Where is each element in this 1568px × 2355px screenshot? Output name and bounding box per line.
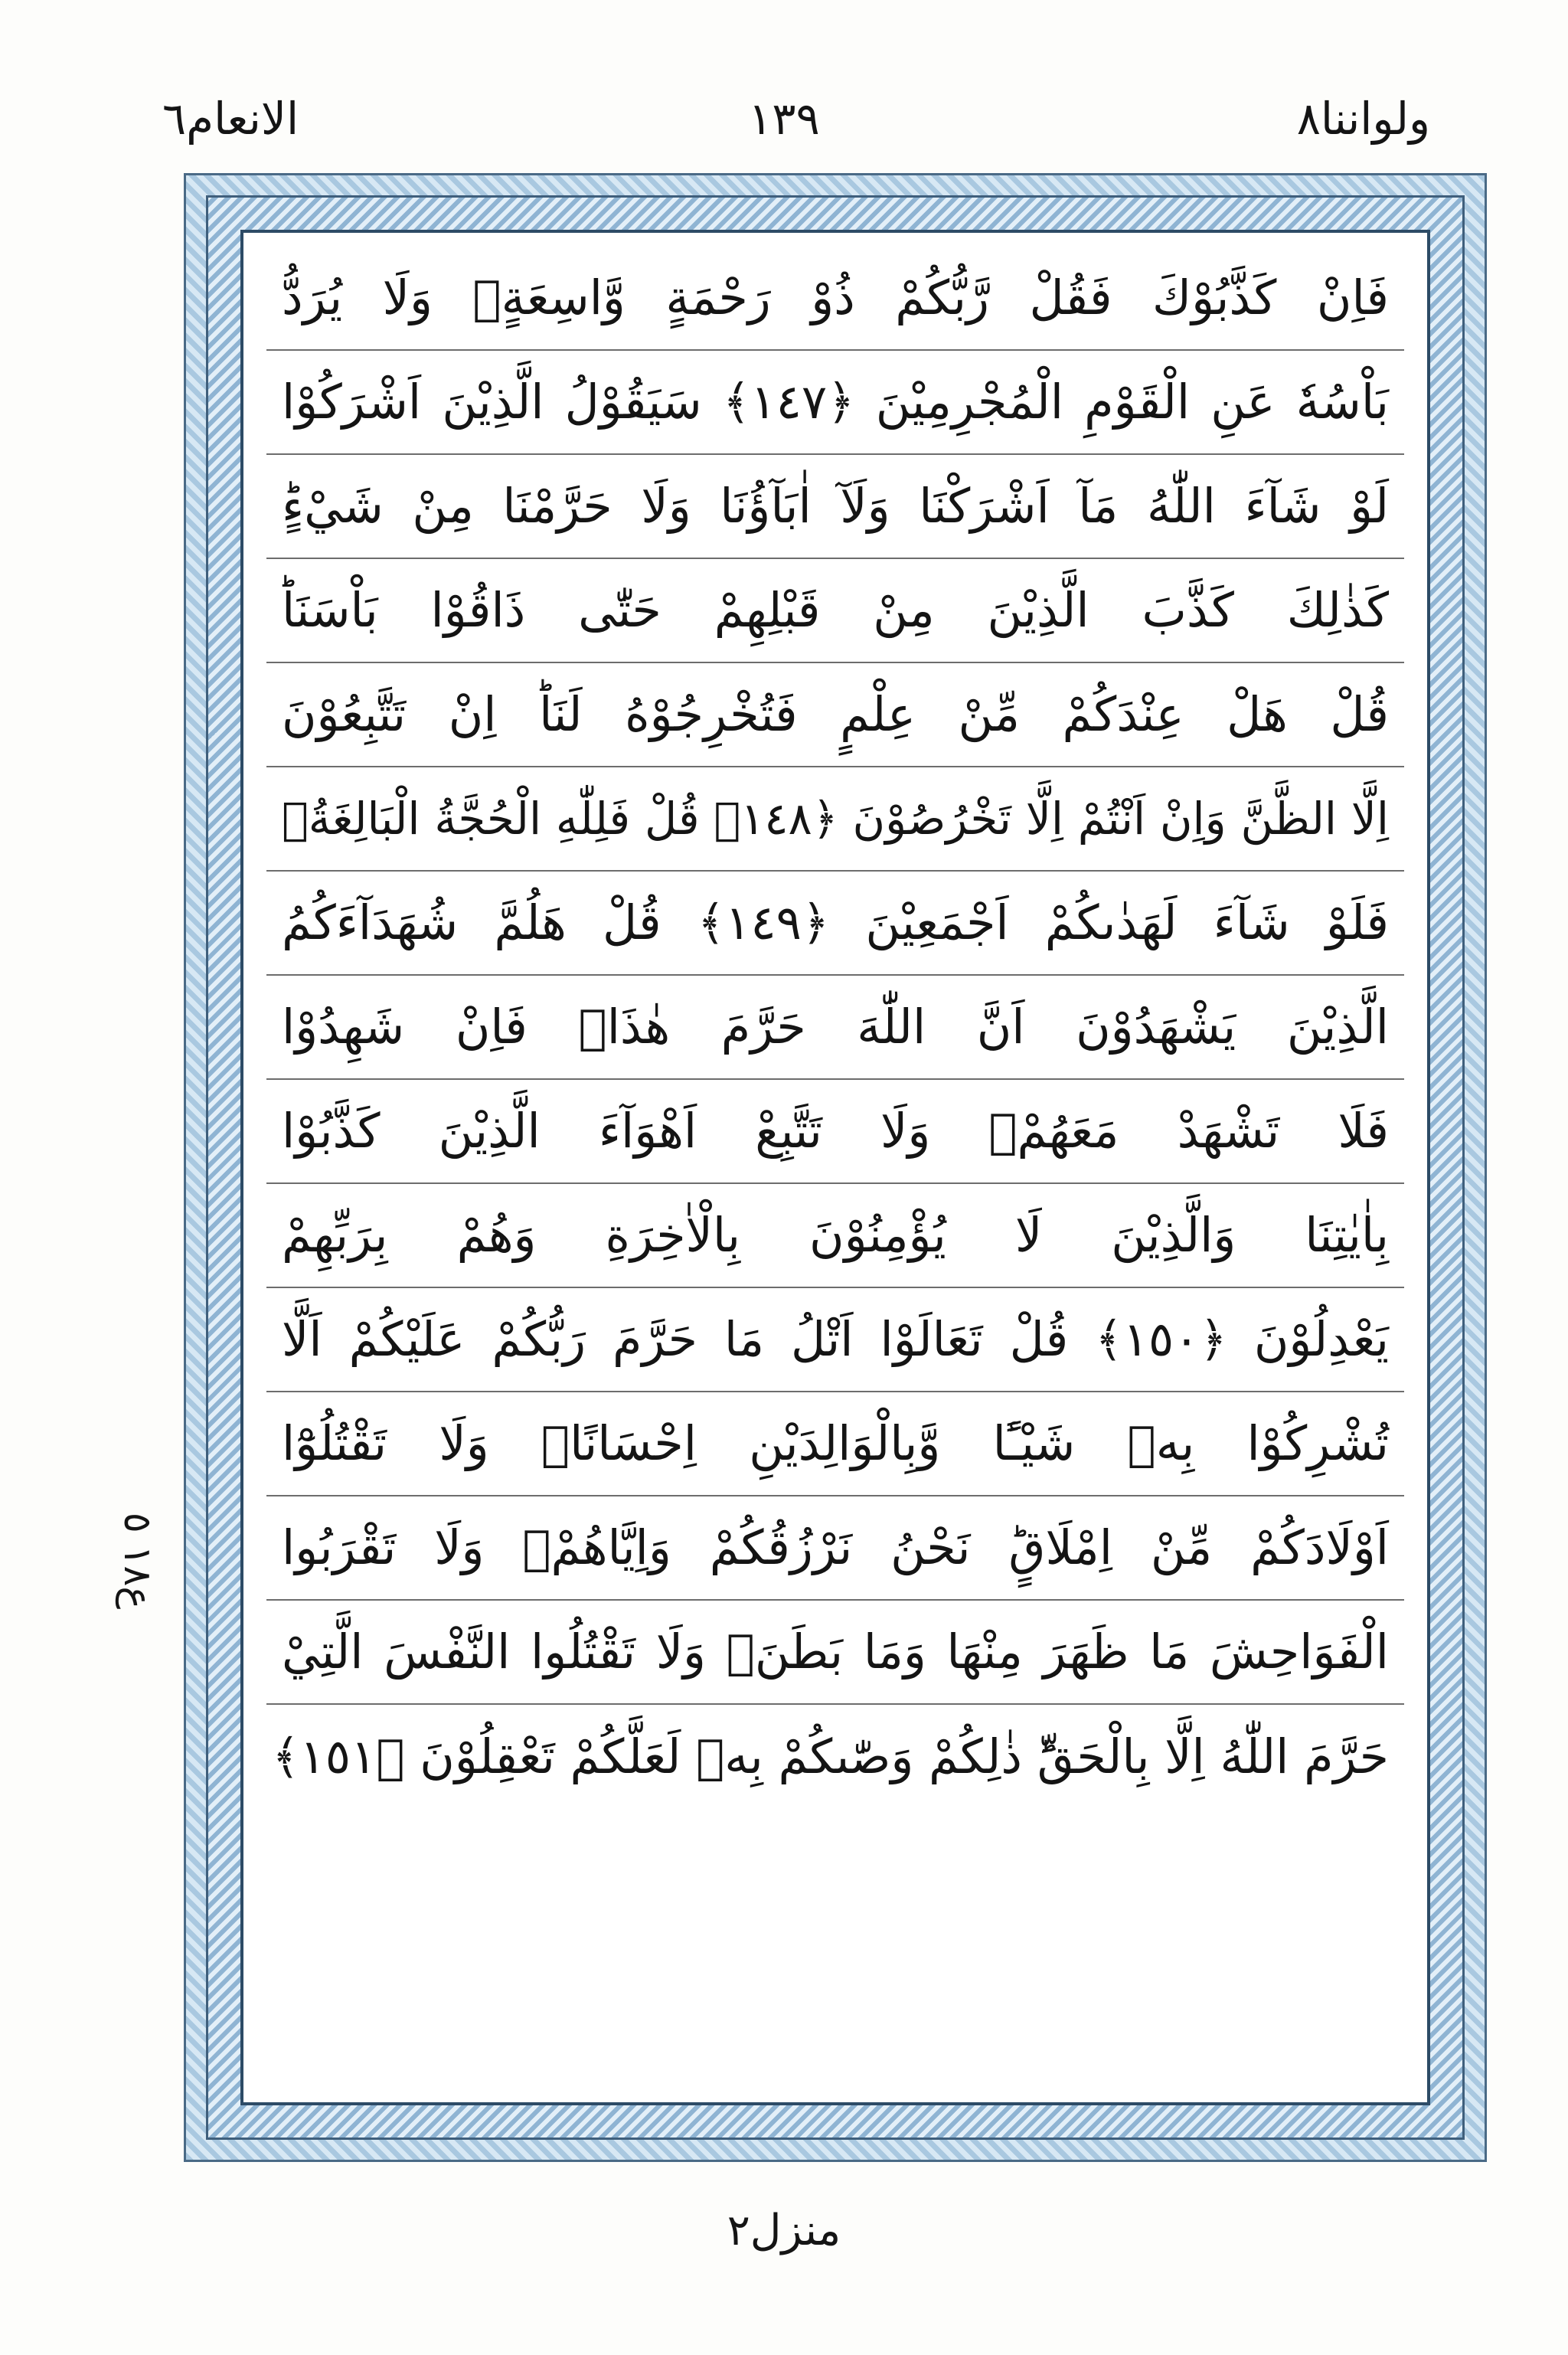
verse-line [266,455,1404,559]
ruku-marker [115,1492,161,1630]
verse-line-text: بِاٰيٰتِنَا وَالَّذِيْنَ لَا يُؤْمِنُوْنَ بِالْاٰخِرَةِ وَهُمْ بِرَبِّهِمْ [282,1207,1389,1264]
page-number: ١٣٩ [748,93,820,145]
verse-line-text: لَوْ شَآءَ اللّٰهُ مَآ اَشْرَكْنَا وَلَآ اٰبَآؤُنَا وَلَا حَرَّمْنَا مِنْ شَيْءٍؕ [282,478,1389,535]
verse-line [266,1601,1404,1705]
verse-line-text: اِلَّا الظَّنَّ وَاِنْ اَنْتُمْ اِلَّا تَخْرُصُوْنَ ﴿١٤٨﴾ قُلْ فَلِلّٰهِ الْحُجَّةُ الْبَالِغَةُۚ [282,792,1389,845]
verse-line-text: تُشْرِكُوْا بِهٖ شَيْـًٔا وَّبِالْوَالِدَيْنِ اِحْسَانًاۚ وَلَا تَقْتُلُوْٓا [282,1415,1389,1472]
verse-line-text: فَلَا تَشْهَدْ مَعَهُمْۚ وَلَا تَتَّبِعْ اَهْوَآءَ الَّذِيْنَ كَذَّبُوْا [282,1103,1389,1160]
juz-name: ولواننا٨ [1296,93,1430,145]
verse-line [266,1184,1404,1288]
verse-line-text: حَرَّمَ اللّٰهُ اِلَّا بِالْحَقِّؕ ذٰلِكُمْ وَصّٰىكُمْ بِهٖ لَعَلَّكُمْ تَعْقِلُوْنَ ﴿١٥١﴾ [272,1729,1389,1785]
ornamental-border-outer [184,173,1487,2162]
verse-line [266,872,1404,976]
verse-line [266,663,1404,767]
verse-line [266,351,1404,455]
verse-line-text: يَعْدِلُوْنَ ﴿١٥٠﴾ قُلْ تَعَالَوْا اَتْلُ مَا حَرَّمَ رَبُّكُمْ عَلَيْكُمْ اَلَّا [282,1311,1389,1368]
text-panel [240,230,1430,2105]
verse-line-text: بَاْسُهٗ عَنِ الْقَوْمِ الْمُجْرِمِيْنَ ﴿١٤٧﴾ سَيَقُوْلُ الَّذِيْنَ اَشْرَكُوْا [282,374,1389,430]
verse-line [266,559,1404,663]
verse-line [266,1288,1404,1392]
verse-line [266,1392,1404,1496]
verse-line [266,976,1404,1080]
ruku-marker-text: ع١٨ ٥ [116,1512,161,1610]
verse-line [266,247,1404,351]
page-header [0,0,1568,184]
verse-line [266,1705,1404,1809]
verse-line-text: فَاِنْ كَذَّبُوْكَ فَقُلْ رَّبُّكُمْ ذُوْ رَحْمَةٍ وَّاسِعَةٍۚ وَلَا يُرَدُّ [282,270,1389,326]
verse-line [266,1080,1404,1184]
verse-line [266,767,1404,872]
verse-line [266,1496,1404,1601]
verse-line-text: قُلْ هَلْ عِنْدَكُمْ مِّنْ عِلْمٍ فَتُخْرِجُوْهُ لَنَاؕ اِنْ تَتَّبِعُوْنَ [282,686,1389,743]
surah-name: الانعام٦ [162,93,299,145]
ornamental-border-inner [206,195,1465,2140]
verse-line-text: فَلَوْ شَآءَ لَهَدٰىكُمْ اَجْمَعِيْنَ ﴿١٤٩﴾ قُلْ هَلُمَّ شُهَدَآءَكُمُ [282,895,1389,951]
verse-line-text: اَوْلَادَكُمْ مِّنْ اِمْلَاقٍؕ نَحْنُ نَرْزُقُكُمْ وَاِيَّاهُمْۚ وَلَا تَقْرَبُوا [282,1519,1389,1576]
verse-line-text: كَذٰلِكَ كَذَّبَ الَّذِيْنَ مِنْ قَبْلِهِمْ حَتّٰى ذَاقُوْا بَاْسَنَاؕ [282,582,1389,639]
manzil-label: منزل٢ [727,2206,841,2255]
verse-lines [266,247,1404,2088]
verse-line-text: الْفَوَاحِشَ مَا ظَهَرَ مِنْهَا وَمَا بَطَنَۚ وَلَا تَقْتُلُوا النَّفْسَ الَّتِيْ [282,1624,1389,1680]
verse-line-text: الَّذِيْنَ يَشْهَدُوْنَ اَنَّ اللّٰهَ حَرَّمَ هٰذَاۚ فَاِنْ شَهِدُوْا [282,999,1389,1055]
